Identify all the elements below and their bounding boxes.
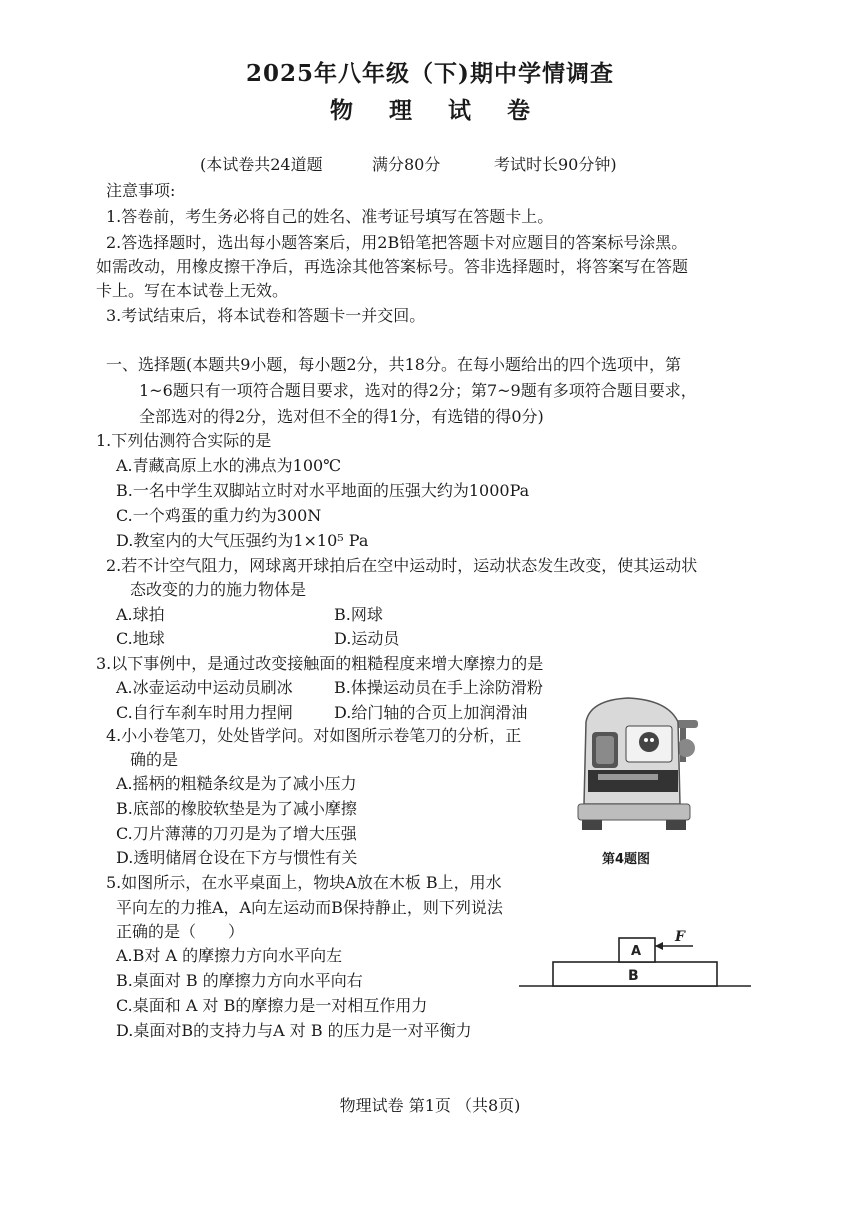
q5-option-b: B.桌面对 B 的摩擦力方向水平向右 [116, 971, 363, 990]
q3-option-b: B.体操运动员在手上涂防滑粉 [334, 678, 543, 697]
notice-heading: 注意事项: [106, 181, 176, 200]
q1-stem: 1.下列估测符合实际的是 [96, 431, 272, 450]
page-footer: 物理试卷 第1页 （共8页) [339, 1096, 521, 1115]
q4-figure-caption: 第4题图 [602, 852, 651, 867]
q1-option-d: D.教室内的大气压强约为1×10⁵ Pa [116, 531, 369, 550]
q2-stem-line2: 态改变的力的施力物体是 [130, 580, 307, 599]
q1-option-c: C.一个鸡蛋的重力约为300N [116, 506, 322, 525]
q3-option-c: C.自行车刹车时用力捏闸 [116, 703, 293, 722]
q5-stem-line3: 正确的是（ ） [116, 922, 245, 941]
full-score: 满分80分 [372, 155, 441, 174]
q2-option-c: C.地球 [116, 629, 165, 648]
q3-stem: 3.以下事例中，是通过改变接触面的粗糙程度来增大摩擦力的是 [96, 654, 544, 673]
pencil-port-inner [596, 736, 614, 764]
notice-item-2-line1: 2.答选择题时，选出每小题答案后，用2B铅笔把答题卡对应题目的答案标号涂黑。 [106, 233, 688, 252]
q4-option-b: B.底部的橡胶软垫是为了减小摩擦 [116, 799, 357, 818]
sticker-eye-right [650, 738, 654, 742]
exam-subtitle: 物 理 试 卷 [329, 97, 545, 124]
q3-option-a: A.冰壶运动中运动员刷冰 [116, 678, 293, 697]
q5-stem-line1: 5.如图所示，在水平桌面上，物块A放在木板 B上，用水 [106, 873, 502, 892]
q4-option-a: A.摇柄的粗糙条纹是为了减小压力 [116, 774, 357, 793]
q3-option-d: D.给门轴的合页上加润滑油 [334, 703, 528, 722]
q2-stem-line1: 2.若不计空气阻力，网球离开球拍后在空中运动时，运动状态发生改变，使其运动状 [106, 556, 698, 575]
q5-option-a: A.B对 A 的摩擦力方向水平向左 [116, 946, 343, 965]
shavings-box-stripe [598, 774, 658, 780]
rubber-foot-left [582, 820, 602, 830]
q4-option-d: D.透明储屑仓设在下方与惯性有关 [116, 848, 358, 867]
sharpener-base [578, 804, 690, 820]
exam-duration: 考试时长90分钟) [494, 155, 617, 174]
notice-item-1: 1.答卷前，考生务必将自己的姓名、准考证号填写在答题卡上。 [106, 207, 554, 226]
force-label: F [675, 929, 685, 945]
block-board-diagram [515, 924, 755, 996]
pencil-sharpener-illustration [568, 692, 718, 847]
notice-item-2-line2: 如需改动，用橡皮擦干净后，再选涂其他答案标号。答非选择题时，将答案写在答题 [96, 257, 689, 276]
section1-line3: 全部选对的得2分，选对但不全的得1分，有选错的得0分) [139, 407, 544, 426]
q5-option-d: D.桌面对B的支持力与A 对 B 的压力是一对平衡力 [116, 1021, 472, 1040]
shavings-box [588, 770, 678, 792]
q4-stem-line2: 确的是 [130, 750, 179, 769]
q2-option-d: D.运动员 [334, 629, 400, 648]
pencil-sharpener-figure [568, 692, 718, 847]
board-b-label: B [628, 968, 639, 984]
q4-stem-line1: 4.小小卷笔刀，处处皆学问。对如图所示卷笔刀的分析，正 [106, 726, 522, 745]
section1-line2: 1~6题只有一项符合题目要求，选对的得2分；第7~9题有多项符合题目要求， [139, 381, 697, 400]
q5-option-c: C.桌面和 A 对 B的摩擦力是一对相互作用力 [116, 996, 428, 1015]
sticker-face [639, 732, 659, 752]
sticker-eye-left [644, 738, 648, 742]
notice-item-3: 3.考试结束后，将本试卷和答题卡一并交回。 [106, 306, 426, 325]
q5-stem-line2: 平向左的力推A，A向左运动而B保持静止，则下列说法 [116, 898, 503, 917]
exam-title: 2025年八年级（下)期中学情调查 [246, 60, 614, 87]
force-arrowhead [655, 942, 663, 950]
q2-option-b: B.网球 [334, 605, 383, 624]
crank-knob [676, 720, 698, 728]
q2-option-a: A.球拍 [116, 605, 165, 624]
question-count: (本试卷共24道题 [200, 155, 323, 174]
rubber-foot-right [666, 820, 686, 830]
notice-item-2-line3: 卡上。写在本试卷上无效。 [96, 281, 289, 300]
q1-option-b: B.一名中学生双脚站立时对水平地面的压强大约为1000Pa [116, 481, 530, 500]
crank-hub [677, 739, 695, 757]
block-board-figure [515, 924, 755, 996]
q1-option-a: A.青藏高原上水的沸点为100℃ [116, 456, 342, 475]
block-a-label: A [631, 944, 642, 959]
q4-option-c: C.刀片薄薄的刀刃是为了增大压强 [116, 824, 357, 843]
section1-line1: 一、选择题(本题共9小题，每小题2分，共18分。在每小题给出的四个选项中，第 [106, 355, 681, 374]
